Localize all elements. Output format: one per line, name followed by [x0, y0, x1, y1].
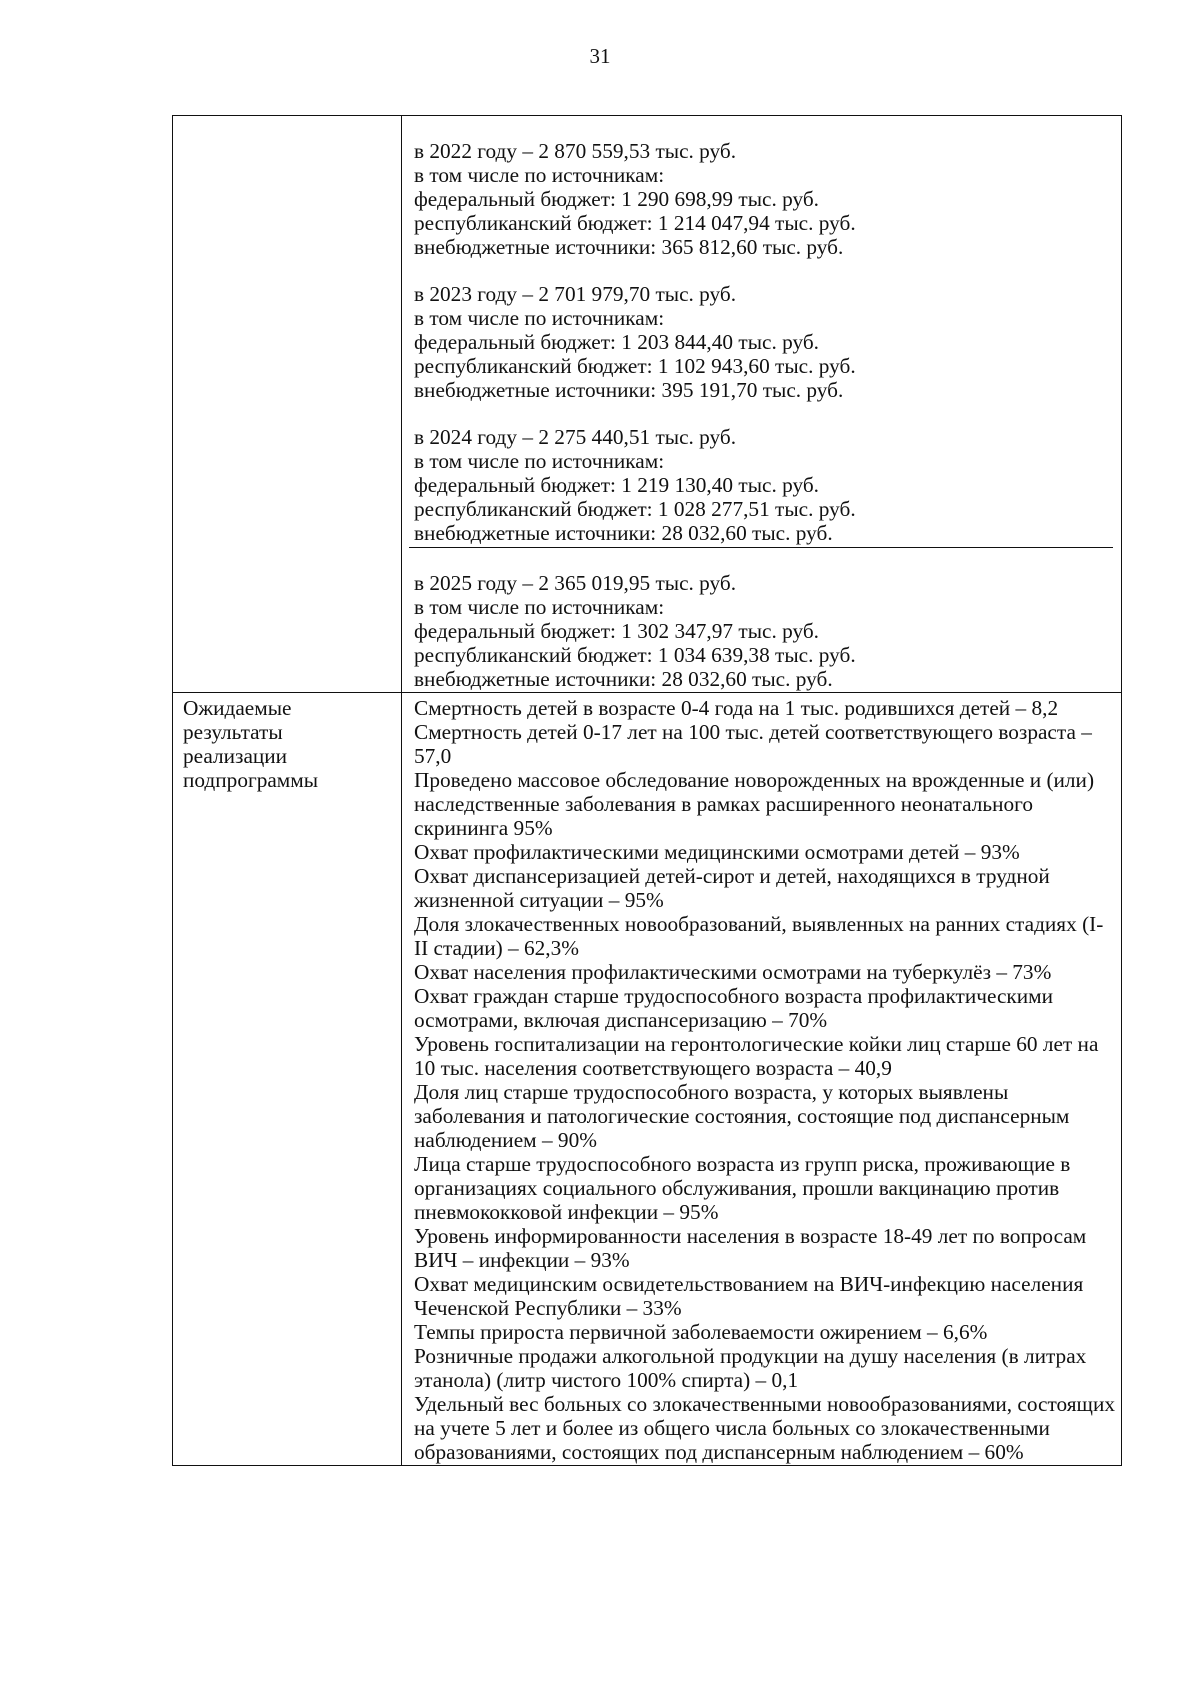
republican-budget: республиканский бюджет: 1 028 277,51 тыс. руб.: [414, 497, 856, 521]
extrabudgetary-sources: внебюджетные источники: 28 032,60 тыс. руб.: [414, 521, 833, 545]
financing-cell: [402, 116, 1122, 693]
federal-budget: федеральный бюджет: 1 302 347,97 тыс. руб.: [414, 619, 819, 643]
year-total: в 2022 году – 2 870 559,53 тыс. руб.: [414, 139, 737, 163]
results-label-line: подпрограммы: [183, 768, 319, 792]
result-item: Проведено массовое обследование новорожденных на врожденные и (или) наследственные заболевания в рамках расширенного неонатального скрининга 95%: [414, 768, 1095, 840]
result-item: Охват граждан старше трудоспособного возраста профилактическими осмотрами, включая диспансеризацию – 70%: [414, 984, 1054, 1032]
results-label-cell: [173, 693, 402, 1466]
result-item: Удельный вес больных со злокачественными новообразованиями, состоящих на учете 5 лет и более из общего числа больных со злокачественными образованиями, состоящих под диспансерным наблюдением – 60%: [414, 1392, 1115, 1464]
section-divider: [409, 547, 1113, 548]
sources-intro: в том числе по источникам:: [414, 449, 665, 473]
republican-budget: республиканский бюджет: 1 102 943,60 тыс. руб.: [414, 354, 856, 378]
financing-row: [173, 116, 1122, 693]
financing-year-2022: [414, 139, 1115, 282]
federal-budget: федеральный бюджет: 1 219 130,40 тыс. руб.: [414, 473, 819, 497]
financing-label-cell: [173, 116, 402, 693]
extrabudgetary-sources: внебюджетные источники: 365 812,60 тыс. руб.: [414, 235, 844, 259]
extrabudgetary-sources: внебюджетные источники: 395 191,70 тыс. руб.: [414, 378, 844, 402]
sources-intro: в том числе по источникам:: [414, 163, 665, 187]
extrabudgetary-sources: внебюджетные источники: 28 032,60 тыс. руб.: [414, 667, 833, 691]
result-item: Розничные продажи алкогольной продукции на душу населения (в литрах этанола) (литр чистого 100% спирта) – 0,1: [414, 1344, 1087, 1392]
results-label-line: Ожидаемые: [183, 696, 292, 720]
sources-intro: в том числе по источникам:: [414, 306, 665, 330]
financing-year-2023: [414, 282, 1115, 425]
results-cell: [402, 693, 1122, 1466]
federal-budget: федеральный бюджет: 1 203 844,40 тыс. руб.: [414, 330, 819, 354]
page-number: 31: [589, 44, 611, 68]
program-table: [172, 115, 1122, 1466]
results-row: [173, 693, 1122, 1466]
republican-budget: республиканский бюджет: 1 214 047,94 тыс. руб.: [414, 211, 856, 235]
result-item: Смертность детей в возрасте 0-4 года на 1 тыс. родившихся детей – 8,2: [414, 696, 1059, 720]
result-item: Охват населения профилактическими осмотрами на туберкулёз – 73%: [414, 960, 1052, 984]
result-item: Доля злокачественных новообразований, выявленных на ранних стадиях (I-II стадии) – 62,3%: [414, 912, 1104, 960]
financing-year-2024: [414, 425, 1115, 545]
year-total: в 2023 году – 2 701 979,70 тыс. руб.: [414, 282, 737, 306]
year-total: в 2025 году – 2 365 019,95 тыс. руб.: [414, 571, 737, 595]
year-total: в 2024 году – 2 275 440,51 тыс. руб.: [414, 425, 737, 449]
financing-year-2025: [414, 571, 1115, 691]
result-item: Уровень госпитализации на геронтологические койки лиц старше 60 лет на 10 тыс. населения соответствующего возраста – 40,9: [414, 1032, 1099, 1080]
result-item: Охват профилактическими медицинскими осмотрами детей – 93%: [414, 840, 1020, 864]
result-item: Охват диспансеризацией детей-сирот и детей, находящихся в трудной жизненной ситуации – 95%: [414, 864, 1050, 912]
result-item: Доля лиц старше трудоспособного возраста, у которых выявлены заболевания и патологические состояния, состоящие под диспансерным наблюдением – 90%: [414, 1080, 1070, 1152]
result-item: Охват медицинским освидетельствованием на ВИЧ-инфекцию населения Чеченской Республики – 33%: [414, 1272, 1084, 1320]
results-label-line: результаты: [183, 720, 283, 744]
republican-budget: республиканский бюджет: 1 034 639,38 тыс. руб.: [414, 643, 856, 667]
result-item: Темпы прироста первичной заболеваемости ожирением – 6,6%: [414, 1320, 988, 1344]
sources-intro: в том числе по источникам:: [414, 595, 665, 619]
federal-budget: федеральный бюджет: 1 290 698,99 тыс. руб.: [414, 187, 819, 211]
result-item: Уровень информированности населения в возрасте 18-49 лет по вопросам ВИЧ – инфекции – 93%: [414, 1224, 1087, 1272]
result-item: Смертность детей 0-17 лет на 100 тыс. детей соответствующего возраста – 57,0: [414, 720, 1092, 768]
result-item: Лица старше трудоспособного возраста из групп риска, проживающие в организациях социального обслуживания, прошли вакцинацию против пневмококковой инфекции – 95%: [414, 1152, 1071, 1224]
results-label-line: реализации: [183, 744, 288, 768]
